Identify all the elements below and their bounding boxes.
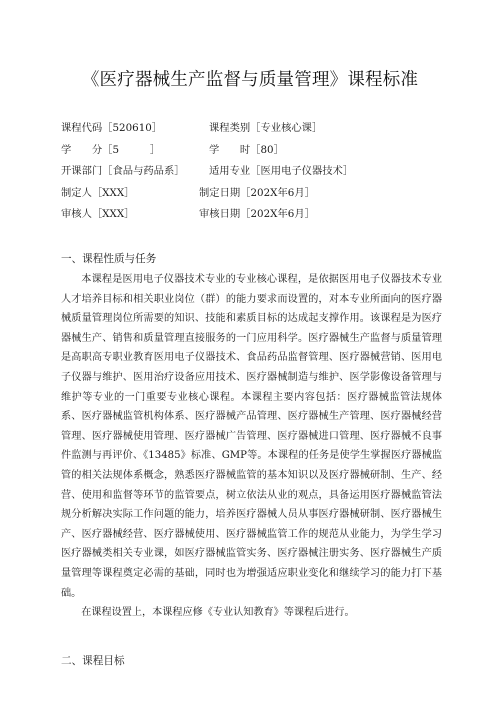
course-meta-block — [61, 118, 461, 226]
meta-row-code-category — [61, 118, 461, 140]
section-heading-nature: 一、课程性质与任务 — [61, 253, 157, 265]
course-credits: 学 分［5 ］ — [61, 143, 161, 156]
course-review-date: 审核日期［202X年6月］ — [199, 208, 315, 220]
section-body-nature — [61, 270, 442, 623]
meta-row-author — [61, 183, 461, 205]
course-hours: 学 时［80］ — [209, 143, 284, 156]
course-author-date: 制定日期［202X年6月］ — [199, 186, 315, 199]
course-department: 开课部门［食品与药品系］ — [61, 165, 185, 177]
course-major: 适用专业［医用电子仪器技术］ — [209, 165, 354, 177]
course-author: 制定人［XXX］ — [61, 186, 135, 199]
course-category: 课程类别［专业核心课］ — [209, 122, 323, 134]
document-title: 《医疗器械生产监督与质量管理》课程标准 — [81, 70, 419, 90]
meta-row-reviewer — [61, 204, 461, 226]
course-reviewer: 审核人［XXX］ — [61, 208, 135, 220]
meta-row-credits-hours — [61, 140, 461, 162]
section-heading-objectives: 二、课程目标 — [61, 655, 125, 667]
paragraph: 本课程是医用电子仪器技术专业的专业核心课程，是依据医用电子仪器技术专业人才培养目标和相关职业岗位（群）的能力要求而设置的，对本专业所面向的医疗器械质量管理岗位所需要的知识、技能和素质目标的达成起支撑作用。该课程是为医疗器械生产、销售和质量管理直接服务的一门应用科学。医疗器械生产监督与质量管理是高职高专职业教育医用电子仪器技术、食品药品监督管理、医疗器械营销、医用电子仪器与维护、医用治疗设备应用技术、医疗器械制造与维护、医学影像设备管理与维护等专业的一门重要专业核心课程。本课程主要内容包括：医疗器械监管法规体系、医疗器械监管机构体系、医疗器械产品管理、医疗器械生产管理、医疗器械经营管理、医疗器械使用管理、医疗器械广告管理、医疗器械进口管理、医疗器械不良事件监测与再评价、《13485》标准、GMP等。本课程的任务是使学生掌握医疗器械监管的相关法规体系概念，熟悉医疗器械监管的基本知识以及医疗器械研制、生产、经营、使用和监督等环节的监管要点，树立依法从业的观点，具备运用医疗器械监管法规分析解决实际工作问题的能力，培养医疗器械人员从事医疗器械研制、医疗器械生产、医疗器械经营、医疗器械使用、医疗器械监管工作的规范从业能力，为学生学习医疗器械类相关专业课，如医疗器械监管实务、医疗器械注册实务、医疗器械生产质量管理等课程奠定必需的基础，同时也为增强适应职业变化和继续学习的能力打下基础。 — [61, 274, 442, 599]
course-code: 课程代码［520610］ — [61, 122, 163, 134]
meta-row-department-major — [61, 161, 461, 183]
paragraph: 在课程设置上，本课程应修《专业认知教育》等课程后进行。 — [81, 607, 355, 619]
